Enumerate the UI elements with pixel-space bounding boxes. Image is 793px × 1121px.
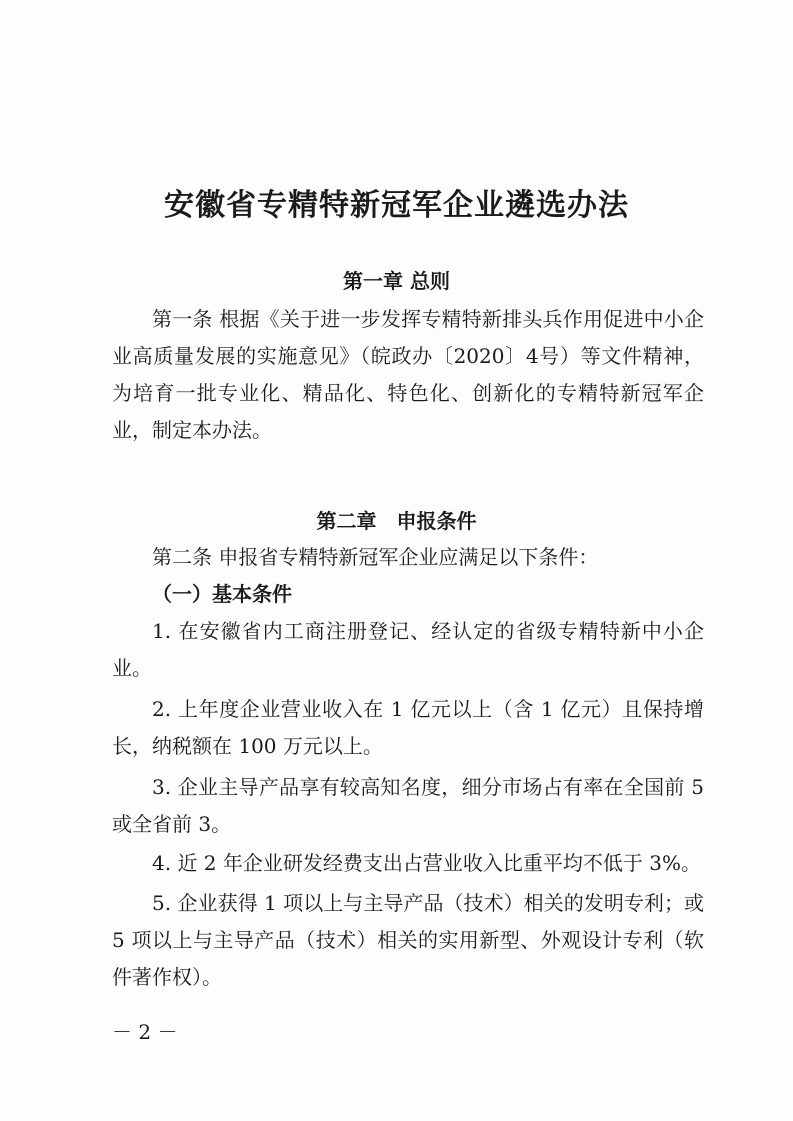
condition-item-2: 2. 上年度企业营业收入在 1 亿元以上（含 1 亿元）且保持增长，纳税额在 100 万元以上。: [112, 697, 704, 758]
article-2-paragraph: 第二条 申报省专精特新冠军企业应满足以下条件：: [152, 545, 599, 569]
condition-item-5: 5. 企业获得 1 项以上与主导产品（技术）相关的发明专利；或 5 项以上与主导产品（技术）相关的实用新型、外观设计专利（软件著作权）。: [112, 891, 704, 989]
condition-item-4: 4. 近 2 年企业研发经费支出占营业收入比重平均不低于 3%。: [152, 851, 701, 875]
article-1-paragraph: 第一条 根据《关于进一步发挥专精特新排头兵作用促进中小企业高质量发展的实施意见》（皖政办〔2020〕4号）等文件精神，为培育一批专业化、精品化、特色化、创新化的专精特新冠军企业，制定本办法。: [112, 307, 704, 442]
condition-item-3: 3. 企业主导产品享有较高知名度，细分市场占有率在全国前 5 或全省前 3。: [112, 775, 704, 836]
chapter-heading-1: 第一章 总则: [343, 269, 450, 293]
page-number: － 2 －: [112, 1020, 178, 1044]
section-heading-basic-conditions: （一）基本条件: [152, 582, 292, 606]
chapter-heading-2: 第二章 申报条件: [316, 509, 477, 533]
condition-item-1: 1. 在安徽省内工商注册登记、经认定的省级专精特新中小企业。: [112, 619, 704, 680]
document-title: 安徽省专精特新冠军企业遴选办法: [164, 188, 629, 223]
